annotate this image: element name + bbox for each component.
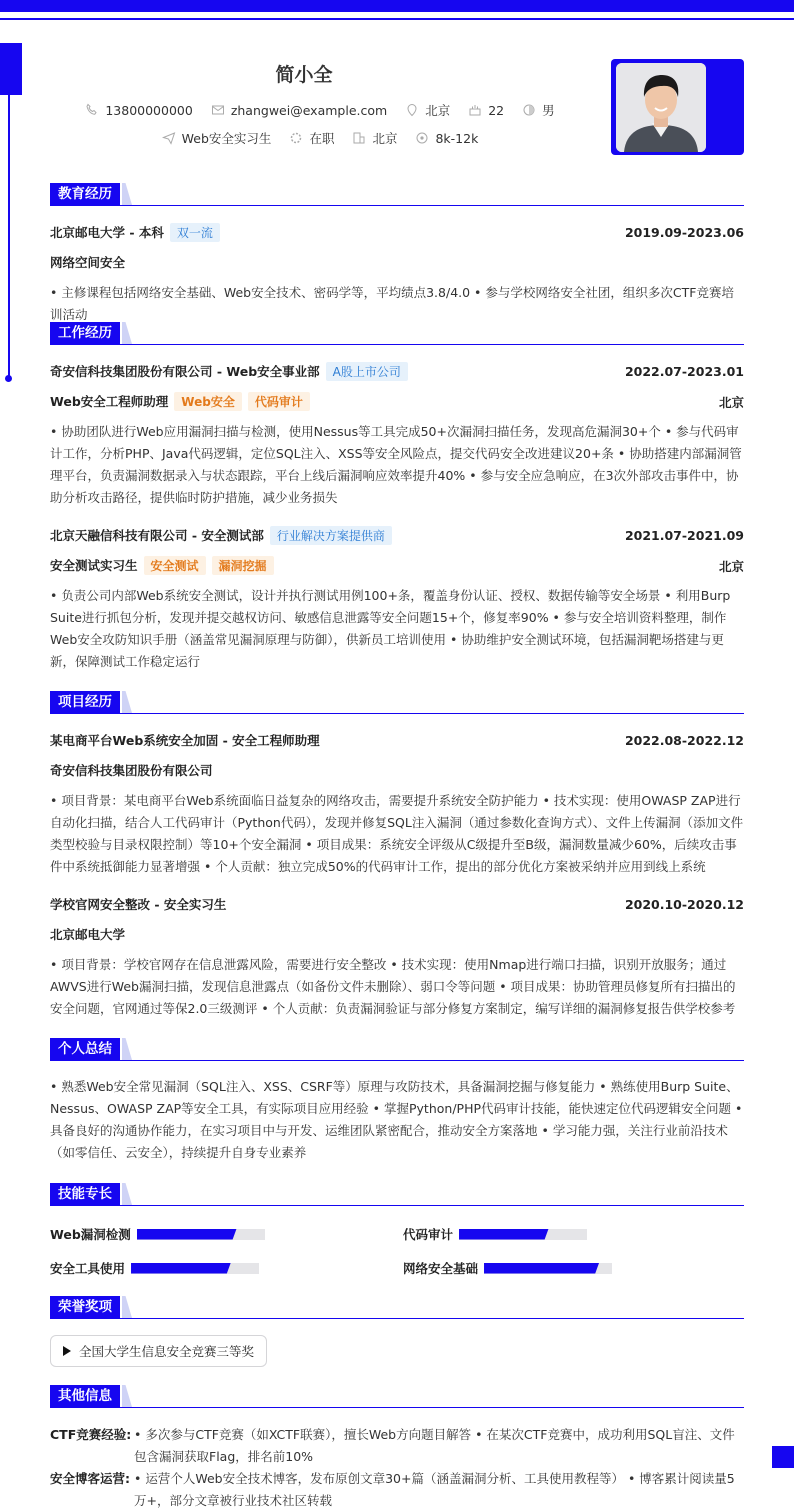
phone-icon [85, 103, 99, 117]
location-text: 北京 [425, 103, 451, 118]
project-header [50, 895, 744, 913]
mail-icon [211, 103, 225, 117]
email-text: zhangwei@example.com [230, 102, 388, 118]
section-projects [50, 691, 744, 714]
skill-bar-fill [459, 1229, 549, 1240]
skill-bar-fill [131, 1263, 231, 1274]
phone-item [85, 103, 192, 118]
skill-tag: 代码审计 [248, 392, 310, 411]
role: 安全测试实习生 [50, 558, 138, 573]
section-title-slant [122, 322, 132, 344]
work-desc: • 负责公司内部Web系统安全测试，设计并执行测试用例100+条，覆盖身份认证、授权、数据传输等安全场景 • 利用Burp Suite进行抓包分析，发现并提交越权访问、敏感信息泄露等安全问题15+个，修复率90% • 参与安全培训资料整理，制作Web安全攻防知识手册（涵盖常见漏洞原理与防御），供新员工培训使用 • 协助维护安全测试环境，包括漏洞靶场搭建与更新，保障测试工作稳定运行 [50, 588, 731, 669]
section-title-slant [122, 183, 132, 205]
status-text: 在职 [309, 131, 335, 146]
education-header [50, 223, 744, 242]
project-org: 北京邮电大学 [50, 927, 126, 942]
section-awards [50, 1296, 744, 1319]
project-title: 学校官网安全整改 - 安全实习生 [50, 897, 227, 912]
skill-tag: 安全测试 [144, 556, 206, 575]
salary-text: 8k-12k [435, 130, 479, 146]
section-title-slant [122, 1385, 132, 1407]
skill-item [403, 1225, 587, 1243]
other-item [50, 1424, 744, 1468]
other-item [50, 1468, 744, 1512]
skill-bar-fill [484, 1263, 599, 1274]
phone-text: 13800000000 [105, 102, 193, 118]
section-title-slant [122, 1296, 132, 1318]
education-desc: • 主修课程包括网络安全基础、Web安全技术、密码学等，平均绩点3.8/4.0 • 参与学校网络安全社团，组织多次CTF竞赛培训活动 [50, 285, 734, 322]
project-org-row [50, 925, 744, 943]
other-value: • 多次参与CTF竞赛（如XCTF联赛），擅长Web方向题目解答 • 在某次CTF竞赛中，成功利用SQL盲注、文件包含漏洞获取Flag，排名前10% [134, 1427, 735, 1464]
company-tag: A股上市公司 [326, 362, 408, 381]
section-title-slant [122, 1038, 132, 1060]
section-title: 其他信息 [50, 1385, 120, 1407]
project-org-row [50, 761, 744, 779]
skill-item [50, 1225, 265, 1243]
skill-bar [131, 1263, 259, 1274]
skill-tag: 漏洞挖掘 [212, 556, 274, 575]
section-title: 工作经历 [50, 322, 120, 344]
skill-label: Web漏洞检测 [50, 1227, 131, 1242]
role: Web安全工程师助理 [50, 394, 169, 409]
work-city-item [352, 129, 397, 147]
building-icon [352, 131, 366, 145]
section-other [50, 1385, 744, 1408]
company-name: 奇安信科技集团股份有限公司 - Web安全事业部 [50, 364, 320, 379]
top-accent-line [0, 18, 794, 20]
other-value: • 运营个人Web安全技术博客，发布原创文章30+篇（涵盖漏洞分析、工具使用教程等） • 博客累计阅读量5万+，部分文章被行业技术社区转载 [134, 1471, 735, 1508]
side-accent-dot [5, 375, 12, 382]
skill-bar [484, 1263, 612, 1274]
location-item [405, 101, 450, 119]
section-title-slant [122, 691, 132, 713]
candidate-name: 简小全 [275, 64, 333, 86]
section-title-slant [122, 1183, 132, 1205]
status-item [289, 129, 334, 147]
gender-text: 男 [542, 103, 555, 118]
skill-item [403, 1259, 612, 1277]
school-tag: 双一流 [170, 223, 220, 242]
section-title: 项目经历 [50, 691, 120, 713]
status-icon [289, 131, 303, 145]
skill-label: 安全工具使用 [50, 1261, 126, 1276]
work-desc: • 协助团队进行Web应用漏洞扫描与检测，使用Nessus等工具完成50+次漏洞扫描任务，发现高危漏洞30+个 • 参与代码审计工作，分析PHP、Java代码逻辑，定位SQL注入、XSS等安全风险点，提交代码安全改进建议20+条 • 协助搭建内部漏洞管理平台，负责漏洞数据录入与状态跟踪，平台上线后漏洞响应效率提升40% • 参与安全应急响应，在3次外部攻击事件中，协助分析攻击路径，提供临时防护措施，减少业务损失 [50, 424, 742, 505]
gender-item [522, 101, 555, 119]
project-desc: • 项目背景：学校官网存在信息泄露风险，需要进行安全整改 • 技术实现：使用Nmap进行端口扫描，识别开放服务；通过AWVS进行Web漏洞扫描，发现信息泄露点（如备份文件未删除）、弱口令等问题 • 项目成果：协助管理员修复所有扫描出的安全问题，官网通过等保2.0三级测评 • 个人贡献：负责漏洞验证与部分修复方案制定，编写详细的漏洞修复报告供学校参考 [50, 957, 736, 1016]
education-major-row [50, 253, 744, 271]
section-title: 教育经历 [50, 183, 120, 205]
age-item [468, 103, 504, 118]
work-city-text: 北京 [372, 131, 398, 146]
age-icon [468, 103, 482, 117]
section-summary [50, 1038, 744, 1061]
section-education [50, 183, 744, 206]
email-item [211, 103, 387, 118]
skill-bar [459, 1229, 587, 1240]
school-name: 北京邮电大学 - 本科 [50, 225, 164, 240]
major: 网络空间安全 [50, 255, 126, 270]
work-date: 2022.07-2023.01 [624, 364, 744, 379]
job-intent-row [0, 129, 640, 147]
company-tag: 行业解决方案提供商 [270, 526, 392, 545]
company-name: 北京天融信科技有限公司 - 安全测试部 [50, 528, 264, 543]
work-city: 北京 [718, 558, 744, 574]
award-item[interactable] [50, 1335, 267, 1367]
section-skills [50, 1183, 744, 1206]
skill-label: 代码审计 [403, 1227, 454, 1242]
project-org: 奇安信科技集团股份有限公司 [50, 763, 213, 778]
skill-label: 网络安全基础 [403, 1261, 479, 1276]
top-accent-bar [0, 0, 794, 12]
project-date: 2020.10-2020.12 [624, 896, 744, 912]
work-role-row [50, 556, 744, 575]
section-work [50, 322, 744, 345]
work-header [50, 362, 744, 381]
project-date: 2022.08-2022.12 [624, 732, 744, 748]
salary-icon [415, 131, 429, 145]
project-title: 某电商平台Web系统安全加固 - 安全工程师助理 [50, 733, 320, 748]
work-role-row [50, 392, 744, 411]
other-key: CTF竞赛经验: [50, 1427, 132, 1442]
profile-photo [616, 63, 706, 152]
section-title: 荣誉奖项 [50, 1296, 120, 1318]
job-item [162, 129, 272, 147]
corner-accent-block [772, 1446, 794, 1468]
location-icon [405, 103, 419, 117]
work-city: 北京 [718, 394, 744, 410]
project-desc: • 项目背景：某电商平台Web系统面临日益复杂的网络攻击，需要提升系统安全防护能力 • 技术实现：使用OWASP ZAP进行自动化扫描，结合人工代码审计（Python代码），发现并修复SQL注入漏洞（通过参数化查询方式）、文件上传漏洞（添加文件类型校验与目录权限控制）等10+个安全漏洞 • 项目成果：系统安全评级从C级提升至B级，漏洞数量减少60%，后续攻击事件中系统抵御能力显著增强 • 个人贡献：独立完成50%的代码审计工作，提出的部分优化方案被采纳并应用到线上系统 [50, 793, 744, 874]
work-header [50, 526, 744, 545]
gender-icon [522, 103, 536, 117]
contact-row [0, 101, 640, 119]
other-key: 安全博客运营: [50, 1471, 130, 1486]
caret-right-icon [63, 1346, 71, 1356]
work-date: 2021.07-2021.09 [624, 528, 744, 543]
award-text: 全国大学生信息安全竞赛三等奖 [79, 1344, 255, 1359]
skill-item [50, 1259, 259, 1277]
summary-text: • 熟悉Web安全常见漏洞（SQL注入、XSS、CSRF等）原理与攻防技术，具备漏洞挖掘与修复能力 • 熟练使用Burp Suite、Nessus、OWASP ZAP等安全工具，有实际项目应用经验 • 掌握Python/PHP代码审计技能，能快速定位代码逻辑安全问题 • 具备良好的沟通协作能力，在实习项目中与开发、运维团队紧密配合，推动安全方案落地 • 学习能力强，关注行业前沿技术（如零信任、云安全），持续提升自身专业素养 [50, 1079, 743, 1160]
job-text: Web安全实习生 [181, 131, 272, 146]
photo-frame [611, 59, 744, 155]
skill-tag: Web安全 [174, 392, 242, 411]
skill-bar [137, 1229, 265, 1240]
job-icon [162, 131, 176, 145]
education-date: 2019.09-2023.06 [624, 225, 744, 240]
skill-bar-fill [137, 1229, 237, 1240]
project-header [50, 731, 744, 749]
age-text: 22 [488, 102, 505, 118]
section-title: 个人总结 [50, 1038, 120, 1060]
salary-item [415, 131, 478, 146]
section-title: 技能专长 [50, 1183, 120, 1205]
